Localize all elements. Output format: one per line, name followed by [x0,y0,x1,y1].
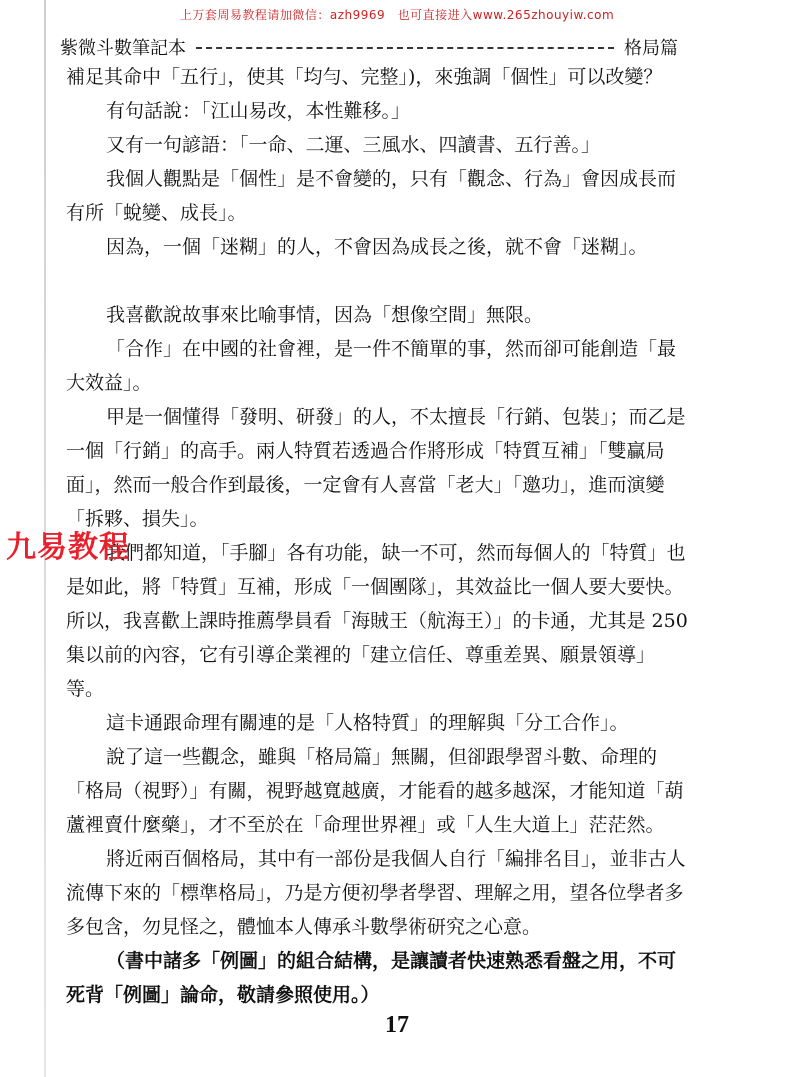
page-number: 17 [385,1012,409,1038]
paragraph: 我喜歡說故事來比喻事情，因為「想像空間」無限。 [106,304,544,326]
note-paragraph: （書中諸多「例圖」的組合結構，是讓讀者快速熟悉看盤之用，不可死背「例圖」論命，敬請參照使用。） [66,950,677,1006]
body-text [66,60,688,1012]
paragraph: 甲是一個懂得「發明、研發」的人，不太擅長「行銷、包裝」；而乙是一個「行銷」的高手。兩人特質若透過合作將形成「特質互補」「雙贏局面」，然而一般合作到最後，一定會有人喜當「老大」「邀功」，進而演變「拆夥、損失」。 [66,406,686,530]
paragraph: 有句話說：「江山易改，本性難移。」 [106,100,411,122]
header-book-title: 紫微斗數筆記本 [60,38,186,59]
paragraph: 補足其命中「五行」，使其「均勻、完整」)，來強調「個性」可以改變？ [66,66,663,88]
paragraph: 將近兩百個格局，其中有一部份是我個人自行「編排名目」，並非古人流傳下來的「標準格局」，乃是方便初學者學習、理解之用，望各位學者多多包含，勿見怪之，體恤本人傳承斗數學術研究之心意。 [66,848,686,938]
paragraph: 「合作」在中國的社會裡，是一件不簡單的事，然而卻可能創造「最大效益」。 [66,338,677,394]
paragraph: 這卡通跟命理有關連的是「人格特質」的理解與「分工合作」。 [106,712,629,734]
paragraph: 我們都知道，「手腳」各有功能，缺一不可，然而每個人的「特質」也是如此，將「特質」互補，形成「一個團隊」，其效益比一個人要大要快。所以，我喜歡上課時推薦學員看「海賊王（航海王）」的卡通，尤其是 250 集以前的內容，它有引導企業裡的「建立信任、尊重差異、願景領導」等。 [66,542,688,700]
watermark-logo: 九易教程 [6,530,130,565]
running-header [60,34,678,60]
paragraph: 我個人觀點是「個性」是不會變的，只有「觀念、行為」會因成長而有所「蛻變、成長」。 [66,168,677,224]
header-dash-rule [196,47,614,49]
paragraph: 說了這一些觀念，雖與「格局篇」無關，但卻跟學習斗數、命理的「格局（視野）」有關，視野越寬越廣，才能看的越多越深，才能知道「葫蘆裡賣什麼藥」，才不至於在「命理世界裡」或「人生大道上」茫茫然。 [66,746,684,836]
top-banner: 上万套周易教程请加微信：azh9969 也可直接进入www.265zhouyiw.com [179,8,615,22]
paragraph: 因為，一個「迷糊」的人，不會因為成長之後，就不會「迷糊」。 [106,236,648,258]
paragraph: 又有一句諺語：「一命、二運、三風水、四讀書、五行善。」 [106,134,601,156]
header-section-title: 格局篇 [624,38,678,59]
